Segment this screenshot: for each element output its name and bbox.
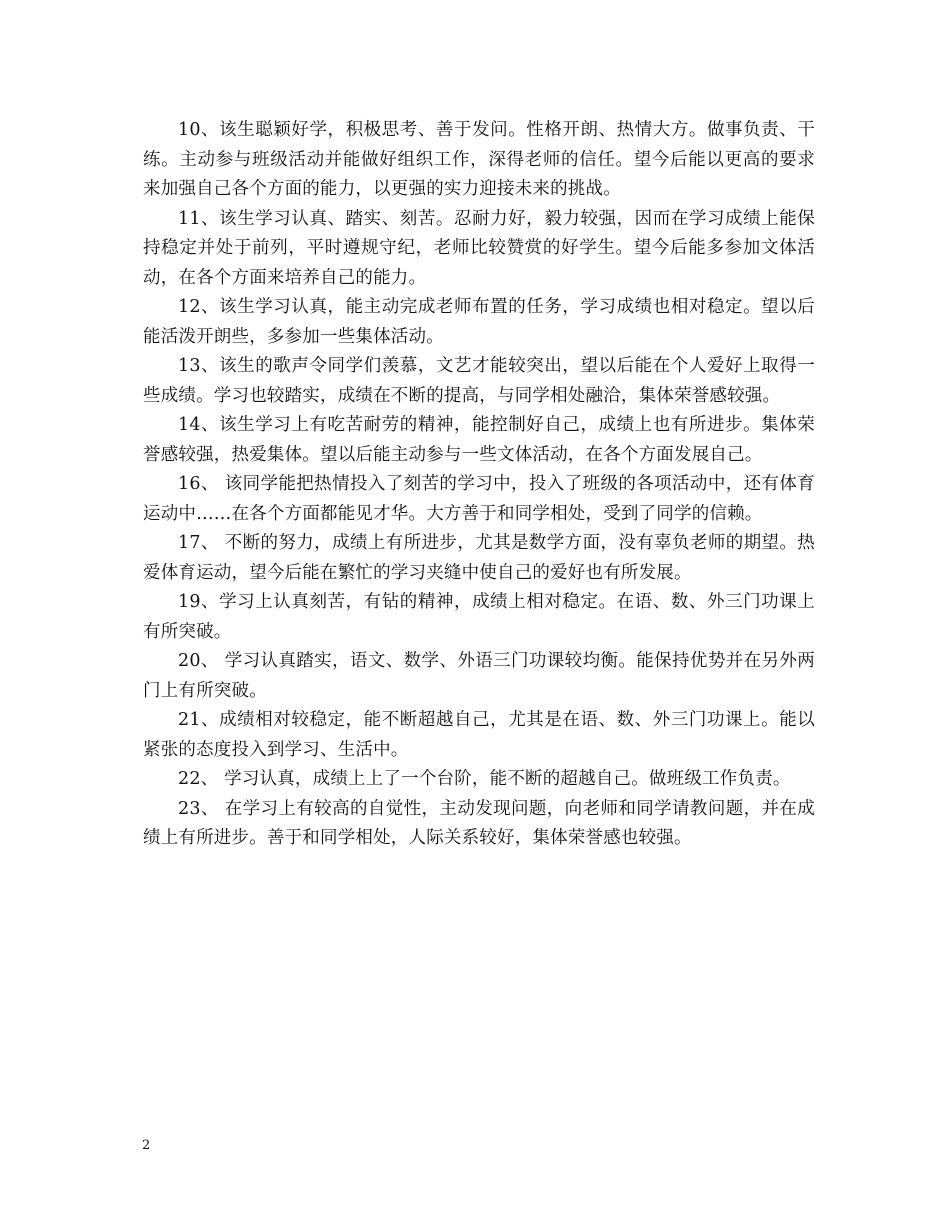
comment-paragraph-12: 12、该生学习认真，能主动完成老师布置的任务，学习成绩也相对稳定。望以后能活泼开朗些，多参加一些集体活动。: [143, 297, 815, 347]
page-number: 2: [142, 1138, 151, 1153]
comment-paragraph-22: 22、 学习认真，成绩上上了一个台阶，能不断的超越自己。做班级工作负责。: [178, 769, 791, 789]
comment-paragraph-11: 11、该生学习认真、踏实、刻苦。忍耐力好，毅力较强，因而在学习成绩上能保持稳定并处于前列，平时遵规守纪，老师比较赞赏的好学生。望今后能多参加文体活动，在各个方面来培养自己的能力。: [143, 208, 815, 288]
comment-paragraph-19: 19、学习上认真刻苦，有钻的精神，成绩上相对稳定。在语、数、外三门功课上有所突破。: [143, 592, 815, 642]
comment-paragraph-17: 17、 不断的努力，成绩上有所进步，尤其是数学方面，没有辜负老师的期望。热爱体育运动，望今后能在繁忙的学习夹缝中使自己的爱好也有所发展。: [143, 533, 815, 583]
comment-paragraph-20: 20、 学习认真踏实，语文、数学、外语三门功课较均衡。能保持优势并在另外两门上有所突破。: [143, 651, 815, 701]
comment-paragraph-13: 13、该生的歌声令同学们羡慕，文艺才能较突出，望以后能在个人爱好上取得一些成绩。学习也较踏实，成绩在不断的提高，与同学相处融洽，集体荣誉感较强。: [143, 356, 815, 406]
comment-paragraph-21: 21、成绩相对较稳定，能不断超越自己，尤其是在语、数、外三门功课上。能以紧张的态度投入到学习、生活中。: [143, 710, 815, 760]
comment-paragraph-14: 14、该生学习上有吃苦耐劳的精神，能控制好自己，成绩上也有所进步。集体荣誉感较强，热爱集体。望以后能主动参与一些文体活动，在各个方面发展自己。: [143, 415, 815, 465]
comment-paragraph-23: 23、 在学习上有较高的自觉性，主动发现问题，向老师和同学请教问题，并在成绩上有所进步。善于和同学相处，人际关系较好，集体荣誉感也较强。: [143, 798, 815, 848]
comment-paragraph-10: 10、该生聪颖好学，积极思考、善于发问。性格开朗、热情大方。做事负责、干练。主动参与班级活动并能做好组织工作，深得老师的信任。望今后能以更高的要求来加强自己各个方面的能力，以更强的实力迎接未来的挑战。: [143, 120, 815, 199]
document-body: [143, 116, 815, 854]
comment-paragraph-16: 16、 该同学能把热情投入了刻苦的学习中，投入了班级的各项活动中，还有体育运动中……在各个方面都能见才华。大方善于和同学相处，受到了同学的信赖。: [143, 474, 815, 524]
